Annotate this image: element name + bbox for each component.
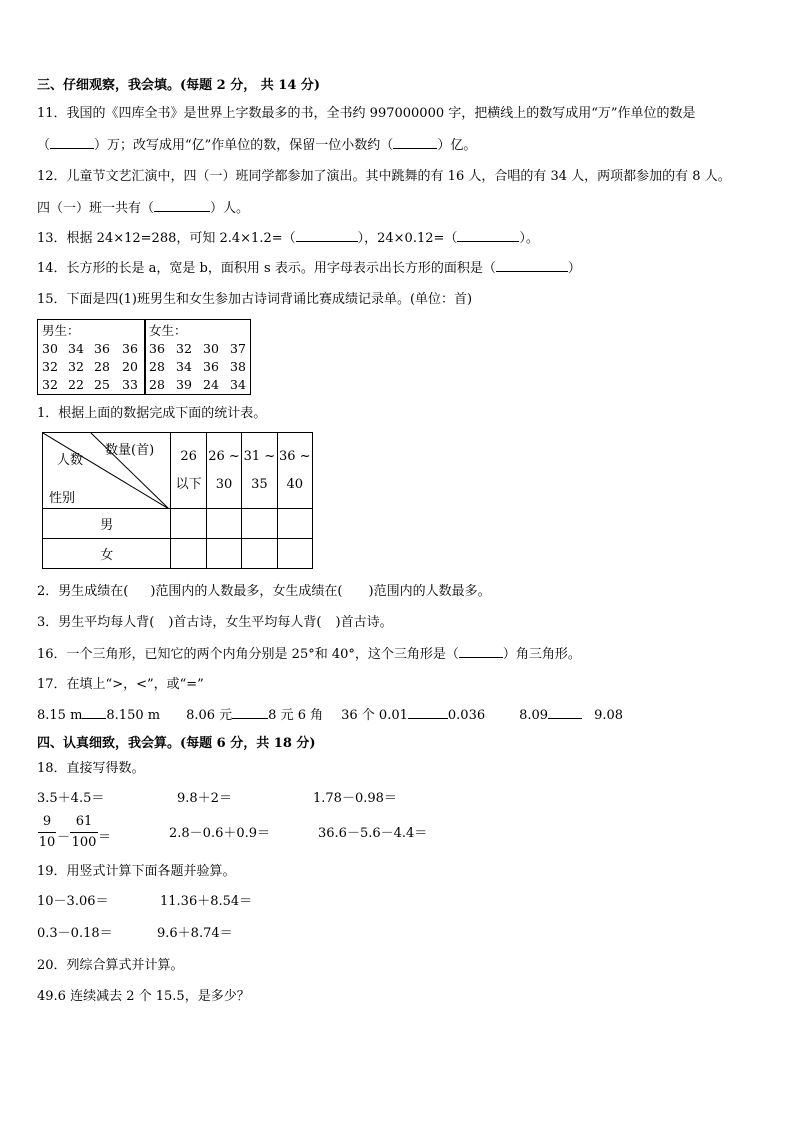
table-row	[43, 509, 313, 539]
q18-row2-item2: 2.8－0.6＋0.9＝	[169, 826, 271, 841]
q15-3-line	[37, 615, 393, 631]
q11-answer-blank-2[interactable]	[393, 137, 437, 149]
q19-row2-item2: 9.6＋8.74＝	[157, 926, 233, 941]
q14-text: 14．长方形的长是 a，宽是 b，面积用 s 表示。用字母表示出长方形的面积是（	[37, 261, 496, 276]
q13-text-end: ）。	[519, 231, 539, 246]
q12-line1: 12．儿童节文艺汇演中，四（一）班同学都参加了演出。其中跳舞的有 16 人，合唱的有 34 人，两项都参加的有 8 人。	[37, 169, 731, 184]
q20-line: 20．列综合算式并计算。	[37, 958, 184, 973]
q17-line: 17．在填上“>，<”，或“=”	[37, 677, 204, 692]
q12-text: 四（一）班一共有（	[37, 201, 155, 216]
q19-line: 19．用竖式计算下面各题并验算。	[37, 864, 236, 879]
answer-cell[interactable]	[206, 539, 241, 569]
q16-line	[37, 646, 581, 663]
statistics-table	[42, 432, 313, 569]
q11-open-paren: （	[37, 138, 51, 153]
score-cell: 28	[149, 377, 165, 392]
q13-line	[37, 230, 539, 247]
fraction-61-100	[70, 814, 98, 851]
score-cell: 30	[42, 341, 58, 356]
q18-line: 18．直接写得数。	[37, 761, 145, 776]
table-row	[42, 340, 142, 358]
col-header-bottom: 35	[251, 476, 268, 492]
fraction-denominator: 10	[38, 835, 56, 850]
q16-answer-blank[interactable]	[459, 646, 503, 658]
diagonal-header-cell	[43, 433, 171, 509]
score-cell: 36	[149, 341, 165, 356]
score-cell: 37	[230, 341, 246, 356]
table-row	[43, 433, 313, 509]
score-cell: 38	[230, 359, 246, 374]
score-cell: 20	[122, 359, 138, 374]
col-header-top: 31 ~	[243, 448, 276, 464]
score-cell: 33	[122, 377, 138, 392]
compare-blank-2[interactable]	[232, 707, 268, 719]
score-cell: 28	[94, 359, 110, 374]
q12-text-end: ）人。	[210, 201, 250, 216]
col-header-top: 26 ~	[208, 448, 240, 464]
compare-right: 8.150 m	[106, 708, 161, 723]
column-header	[277, 433, 312, 509]
q17-comparisons	[37, 707, 623, 724]
q13-text: 13．根据 24×12=288，可知 2.4×1.2=（	[37, 231, 296, 246]
q16-text: 16．一个三角形，已知它的两个内角分别是 25°和 40°，这个三角形是（	[37, 647, 459, 662]
q13-answer-blank-2[interactable]	[457, 230, 519, 242]
q11-answer-blank-1[interactable]	[50, 137, 94, 149]
score-cell: 34	[230, 377, 246, 392]
compare-blank-3[interactable]	[408, 707, 448, 719]
score-cell: 34	[68, 341, 84, 356]
table-row	[149, 376, 250, 394]
answer-cell[interactable]	[277, 539, 312, 569]
column-header	[242, 433, 277, 509]
equals-sign: ＝	[98, 830, 112, 845]
q15-1-line: 1．根据上面的数据完成下面的统计表。	[37, 406, 267, 421]
compare-left: 8.09	[519, 708, 549, 723]
score-cell: 36	[122, 341, 138, 356]
compare-right: 8 元 6 角	[268, 708, 324, 723]
q11-text-mid: ）万；改写成用“亿”作单位的数，保留一位小数约（	[94, 138, 394, 153]
score-cell: 22	[68, 377, 84, 392]
score-cell: 32	[42, 359, 58, 374]
answer-cell[interactable]	[277, 509, 312, 539]
boys-score-table	[42, 340, 142, 394]
score-cell: 24	[203, 377, 219, 392]
section4-heading: 四、认真细致，我会算。(每题 6 分，共 18 分)	[37, 736, 316, 751]
col-header-bottom: 40	[286, 476, 304, 492]
q19-row1-item1: 10－3.06＝	[37, 894, 109, 909]
q15-2-text: 2．男生成绩在(	[37, 584, 129, 599]
compare-right: 9.08	[594, 708, 624, 723]
q19-row2-item1: 0.3－0.18＝	[37, 926, 113, 941]
q15-3-text-mid: )首古诗，女生平均每人背(	[168, 615, 322, 630]
q15-3-text: 3．男生平均每人背(	[37, 615, 155, 630]
fraction-numerator: 61	[75, 814, 93, 829]
girls-label: 女生：	[149, 323, 187, 338]
section3-heading: 三、仔细观察，我会填。(每题 2 分， 共 14 分)	[37, 78, 321, 93]
score-cell: 32	[42, 377, 58, 392]
header-count-label: 数量(首)	[105, 443, 155, 458]
col-header-top: 36 ~	[279, 448, 311, 464]
q18-row1-item3: 1.78－0.98＝	[313, 791, 397, 806]
minus-sign: －	[57, 830, 71, 845]
fraction-numerator: 9	[42, 814, 52, 829]
q12-line2	[37, 200, 249, 217]
table-row	[149, 358, 250, 376]
q13-answer-blank-1[interactable]	[296, 230, 358, 242]
score-cell: 25	[94, 377, 110, 392]
table-row	[43, 539, 313, 569]
col-header-top: 26	[180, 448, 197, 464]
column-header	[206, 433, 241, 509]
score-cell: 36	[94, 341, 110, 356]
answer-cell[interactable]	[171, 539, 206, 569]
answer-cell[interactable]	[206, 509, 241, 539]
q20-text: 49.6 连续减去 2 个 15.5，是多少？	[37, 989, 250, 1004]
q15-2-text-mid: )范围内的人数最多，女生成绩在(	[150, 584, 343, 599]
answer-cell[interactable]	[242, 509, 277, 539]
girls-score-table	[149, 340, 250, 394]
q11-line1: 11．我国的《四库全书》是世界上字数最多的书，全书约 997000000 字，把横线上的数写成用“万”作单位的数是	[37, 106, 696, 121]
score-cell: 32	[68, 359, 84, 374]
row-label-girl: 女	[43, 539, 171, 569]
table-row	[42, 358, 142, 376]
column-header	[171, 433, 206, 509]
compare-blank-1[interactable]	[82, 707, 106, 719]
col-header-bottom: 30	[215, 476, 233, 492]
fraction-9-10	[38, 814, 56, 851]
q13-text-mid: ），24×0.12=（	[357, 231, 458, 246]
q16-text-end: ）角三角形。	[502, 647, 581, 662]
q18-row1-item2: 9.8＋2＝	[177, 791, 232, 806]
q12-answer-blank[interactable]	[154, 200, 210, 212]
q15-2-line	[37, 584, 491, 600]
table-row	[42, 376, 142, 394]
q18-row1-item1: 3.5＋4.5＝	[37, 791, 105, 806]
header-gender-label: 性别	[49, 491, 76, 506]
answer-cell[interactable]	[171, 509, 206, 539]
q19-row1-item2: 11.36＋8.54＝	[160, 894, 253, 909]
q15-3-text-end: )首古诗。	[335, 615, 393, 630]
compare-right: 0.036	[447, 708, 486, 723]
compare-left: 36 个 0.01	[341, 708, 408, 723]
score-cell: 39	[176, 377, 192, 392]
q15-2-text-end: )范围内的人数最多。	[368, 584, 491, 599]
q15-line: 15．下面是四(1)班男生和女生参加古诗词背诵比赛成绩记录单。(单位：首)	[37, 292, 473, 307]
score-cell: 36	[203, 359, 219, 374]
q14-text-end: ）	[567, 261, 581, 276]
q11-text-end: ）亿。	[437, 138, 477, 153]
score-cell: 32	[176, 341, 192, 356]
score-cell: 30	[203, 341, 219, 356]
q14-answer-blank[interactable]	[496, 260, 568, 272]
header-people-label: 人数	[57, 453, 84, 468]
compare-blank-4[interactable]	[548, 707, 582, 719]
compare-left: 8.06 元	[186, 708, 233, 723]
score-cell: 34	[176, 359, 192, 374]
q11-line2	[37, 137, 476, 154]
table-row	[149, 340, 250, 358]
compare-left: 8.15 m	[37, 708, 83, 723]
q14-line	[37, 260, 581, 277]
col-header-bottom: 以下	[175, 476, 202, 492]
score-cell: 28	[149, 359, 165, 374]
q18-row2-item3: 36.6－5.6－4.4＝	[318, 826, 428, 841]
row-label-boy: 男	[43, 509, 171, 539]
boys-label: 男生：	[42, 323, 80, 338]
answer-cell[interactable]	[242, 539, 277, 569]
fraction-denominator: 100	[71, 835, 97, 850]
